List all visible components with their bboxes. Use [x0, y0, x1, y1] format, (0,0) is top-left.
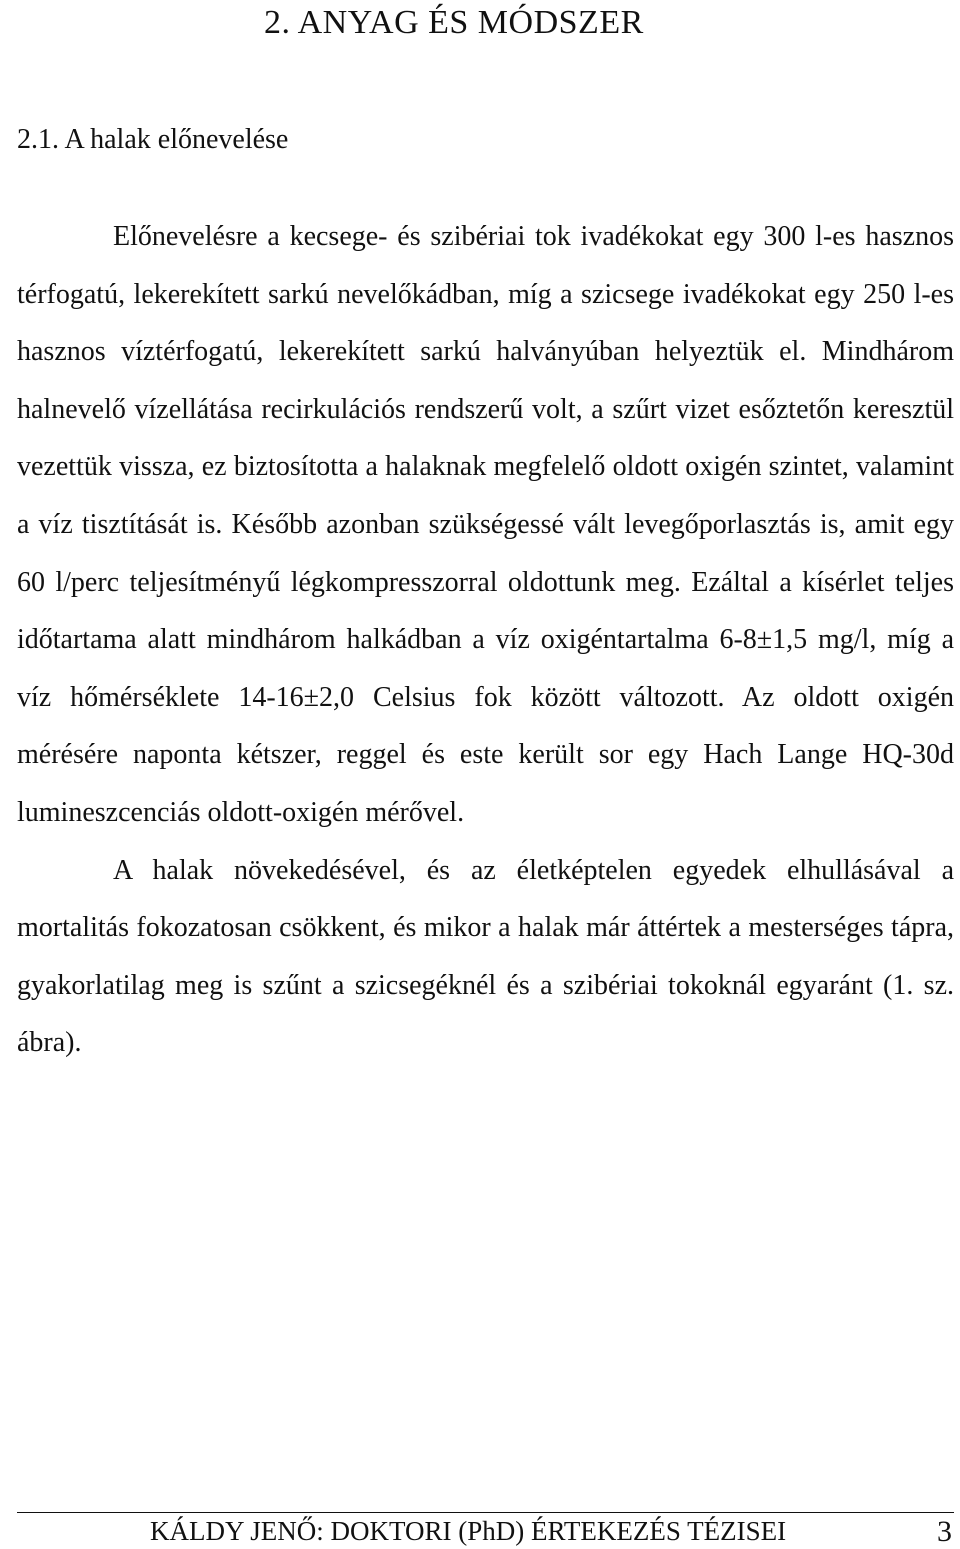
paragraph-2: A halak növekedésével, és az életképtelen egyedek elhullásával a mortalitás fokozatosan csökkent, és mikor a halak már áttértek a mesterséges tápra, gyakorlatilag meg is szűnt a szicsegéknél és a szibériai tokoknál egyaránt (1. sz. ábra).: [17, 854, 954, 1059]
page-number: 3: [937, 1515, 952, 1548]
footer-text: KÁLDY JENŐ: DOKTORI (PhD) ÉRTEKEZÉS TÉZISEI: [150, 1516, 787, 1546]
chapter-title: 2. ANYAG ÉS MÓDSZER: [264, 4, 644, 41]
footer-divider: [17, 1512, 954, 1513]
section-title: 2.1. A halak előnevelése: [17, 124, 289, 155]
paragraph-1: Előnevelésre a kecsege- és szibériai tok ivadékokat egy 300 l-es hasznos térfogatú, lekerekített sarkú nevelőkádban, míg a szicsege ivadékokat egy 250 l-es hasznos víztérfogatú, lekerekített sarkú halványúban helyeztük el. Mindhárom halnevelő vízellátása recirkulációs rendszerű volt, a szűrt vizet esőztetőn keresztül vezettük vissza, ez biztosította a halaknak megfelelő oldott oxigén szintet, valamint a víz tisztítását is. Később azonban szükségessé vált levegőporlasztás is, amit egy 60 l/perc teljesítményű légkompresszorral oldottunk meg. Ezáltal a kísérlet teljes időtartama alatt mindhárom halkádban a víz oxigéntartalma 6-8±1,5 mg/l, míg a víz hőmérséklete 14-16±2,0 Celsius fok között változott. Az oldott oxigén mérésére naponta kétszer, reggel és este került sor egy Hach Lange HQ-30d lumineszcenciás oldott-oxigén mérővel.: [17, 221, 954, 828]
body-text: [17, 208, 954, 1072]
